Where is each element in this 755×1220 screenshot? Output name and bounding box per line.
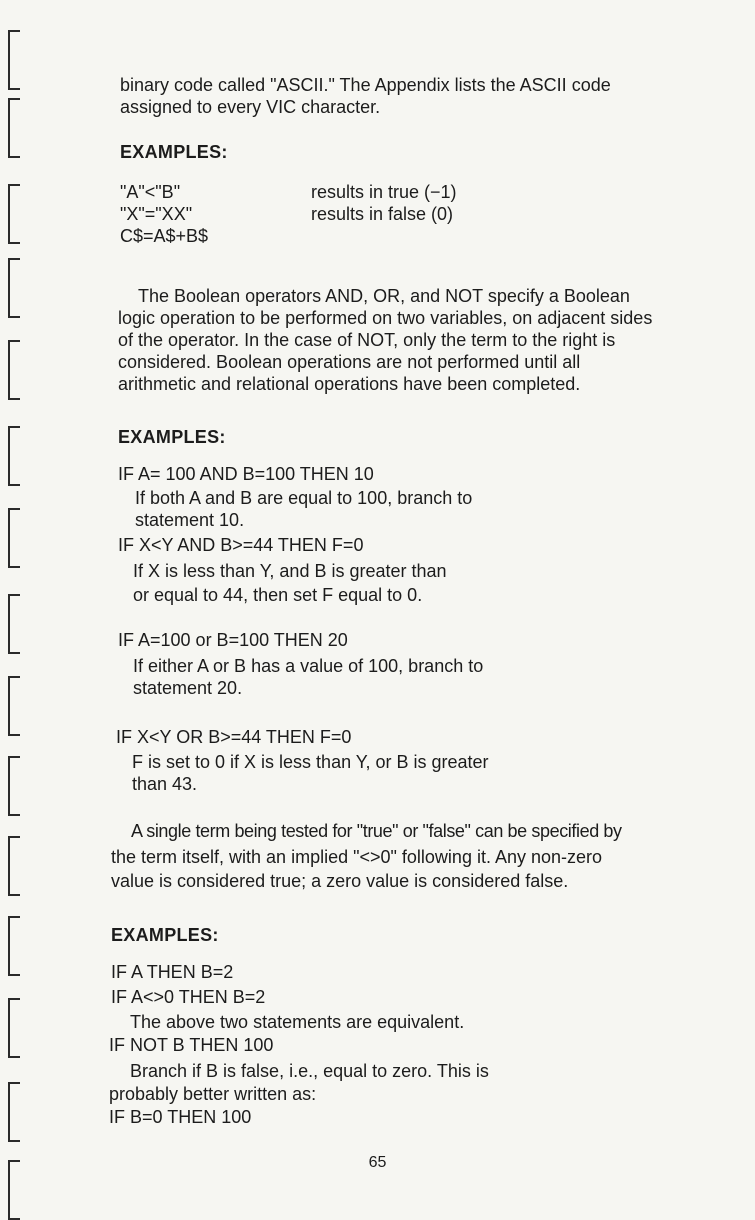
intro-line: assigned to every VIC character. <box>120 97 381 117</box>
binding-mark <box>8 676 20 736</box>
statement-description: If X is less than Y, and B is greater than <box>133 561 447 581</box>
statement-description: F is set to 0 if X is less than Y, or B is greater <box>132 752 489 772</box>
binding-mark <box>8 836 20 896</box>
binding-mark <box>8 756 20 816</box>
code-statement: IF X<Y OR B>=44 THEN F=0 <box>116 727 352 747</box>
binding-mark <box>8 998 20 1058</box>
example-expression: C$=A$+B$ <box>120 226 209 246</box>
binding-mark <box>8 184 20 244</box>
intro-line: binary code called "ASCII." The Appendix lists the ASCII code <box>120 75 611 95</box>
paragraph-line: logic operation to be performed on two variables, on adjacent sides <box>118 308 653 328</box>
page-number: 65 <box>368 1154 387 1171</box>
binding-marks <box>0 0 40 1218</box>
statement-description: or equal to 44, then set F equal to 0. <box>133 585 423 605</box>
statement-description: The above two statements are equivalent. <box>130 1012 465 1032</box>
examples-heading: EXAMPLES: <box>120 142 228 162</box>
paragraph-line: The Boolean operators AND, OR, and NOT specify a Boolean <box>138 286 630 306</box>
paragraph-line: value is considered true; a zero value is considered false. <box>111 871 569 891</box>
examples-heading: EXAMPLES: <box>118 427 226 447</box>
statement-description: If either A or B has a value of 100, branch to <box>133 656 484 676</box>
binding-mark <box>8 508 20 568</box>
binding-mark <box>8 258 20 318</box>
binding-mark <box>8 1082 20 1142</box>
code-statement: IF A= 100 AND B=100 THEN 10 <box>118 464 374 484</box>
binding-mark <box>8 98 20 158</box>
binding-mark <box>8 594 20 654</box>
statement-description: statement 10. <box>135 510 245 530</box>
paragraph-line: of the operator. In the case of NOT, only the term to the right is <box>118 330 616 350</box>
code-statement: IF A<>0 THEN B=2 <box>111 987 266 1007</box>
example-result: results in true (−1) <box>311 182 457 202</box>
example-expression: "A"<"B" <box>120 182 181 202</box>
binding-mark <box>8 426 20 486</box>
binding-mark <box>8 30 20 90</box>
paragraph-line: arithmetic and relational operations have been completed. <box>118 374 581 394</box>
code-statement: IF A=100 or B=100 THEN 20 <box>118 630 348 650</box>
code-statement: IF B=0 THEN 100 <box>109 1107 252 1127</box>
example-result: results in false (0) <box>311 204 454 224</box>
statement-description: If both A and B are equal to 100, branch to <box>135 488 473 508</box>
paragraph-line: considered. Boolean operations are not performed until all <box>118 352 581 372</box>
examples-heading: EXAMPLES: <box>111 925 219 945</box>
statement-description: than 43. <box>132 774 198 794</box>
example-expression: "X"="XX" <box>120 204 193 224</box>
paragraph-line: the term itself, with an implied "<>0" following it. Any non-zero <box>111 847 603 867</box>
paragraph-line: A single term being tested for "true" or "false" can be specified by <box>131 821 622 841</box>
code-statement: IF A THEN B=2 <box>111 962 234 982</box>
binding-mark <box>8 916 20 976</box>
statement-description: statement 20. <box>133 678 243 698</box>
code-statement: IF NOT B THEN 100 <box>109 1035 274 1055</box>
binding-mark <box>8 340 20 400</box>
statement-description: Branch if B is false, i.e., equal to zero. This is <box>130 1061 489 1081</box>
code-statement: IF X<Y AND B>=44 THEN F=0 <box>118 535 364 555</box>
statement-description: probably better written as: <box>109 1084 317 1104</box>
